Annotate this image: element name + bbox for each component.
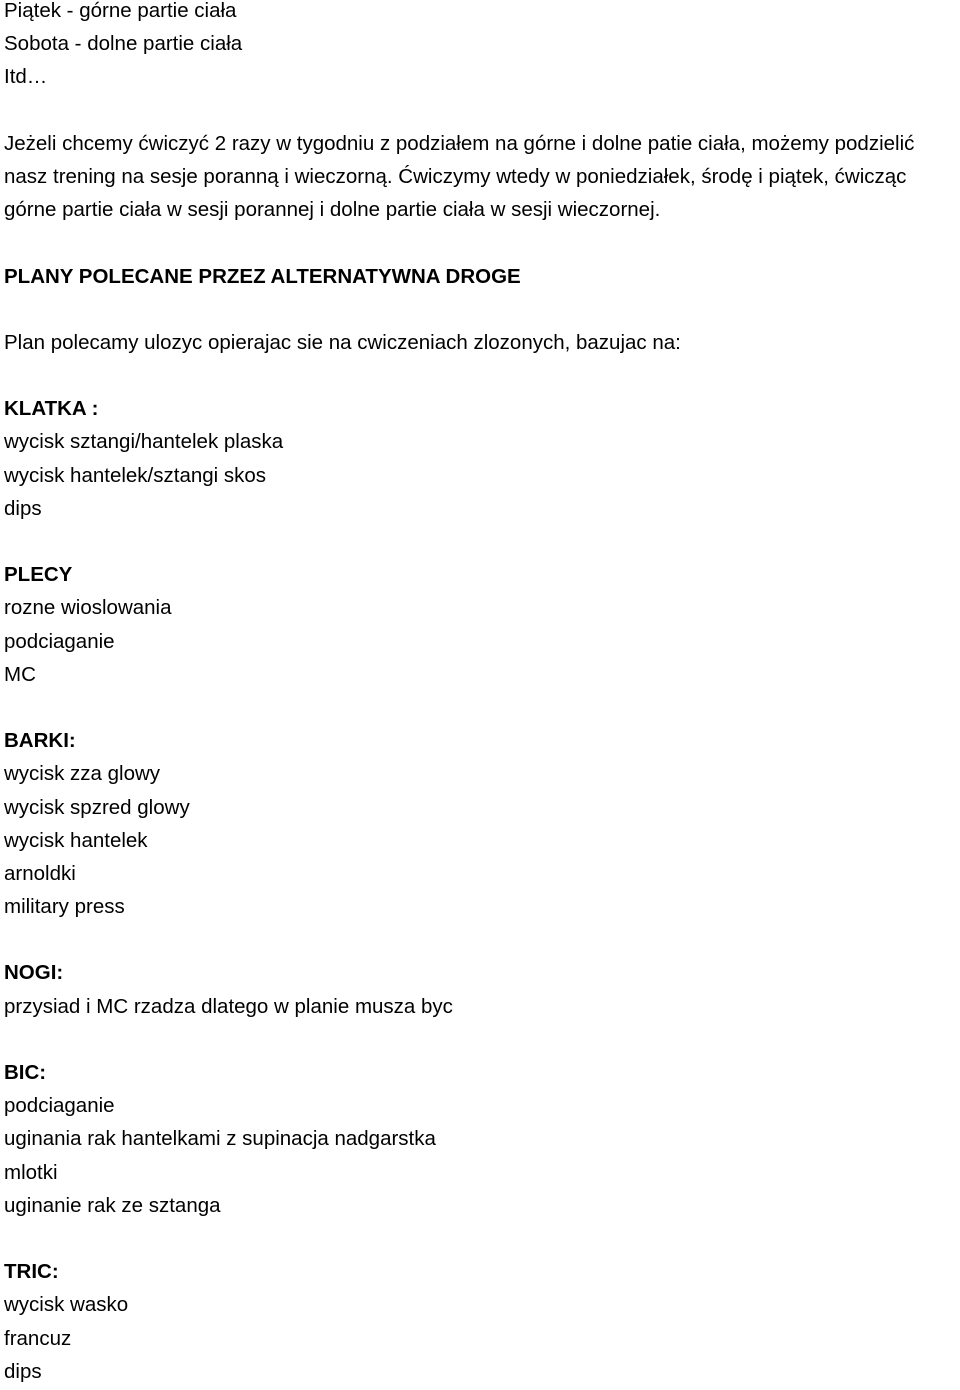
section-plecy: [4, 558, 956, 691]
section-item: arnoldki: [4, 861, 76, 885]
paragraph-line: nasz trening na sesje poranną i wieczorną. Ćwiczymy wtedy w poniedziałek, środę i piątek, ćwicząc: [4, 164, 907, 188]
intro-block: [4, 0, 956, 94]
intro-line: Piątek - górne partie ciała: [4, 0, 237, 22]
spacer: [4, 1023, 956, 1056]
section-title: NOGI:: [4, 961, 64, 985]
section-item: przysiad i MC rzadza dlatego w planie musza byc: [4, 994, 453, 1018]
section-item: wycisk zza glowy: [4, 762, 161, 786]
section-klatka: [4, 392, 956, 525]
section-item: rozne wioslowania: [4, 596, 172, 620]
section-item: uginania rak hantelkami z supinacja nadgarstka: [4, 1127, 436, 1151]
section-item: podciaganie: [4, 629, 115, 653]
section-item: wycisk wasko: [4, 1293, 129, 1317]
document-page: [4, 0, 956, 1388]
intro-line: Sobota - dolne partie ciała: [4, 32, 243, 56]
spacer: [4, 525, 956, 558]
section-item: military press: [4, 895, 125, 919]
section-item: dips: [4, 496, 42, 520]
section-item: MC: [4, 662, 36, 686]
section-item: francuz: [4, 1326, 72, 1350]
spacer: [4, 226, 956, 259]
paragraph-line: Jeżeli chcemy ćwiczyć 2 razy w tygodniu z podziałem na górne i dolne patie ciała, możemy podzielić: [4, 131, 915, 155]
section-barki: [4, 724, 956, 923]
spacer: [4, 359, 956, 392]
section-item: wycisk hantelek: [4, 828, 148, 852]
intro-line: Itd…: [4, 65, 48, 89]
spacer: [4, 293, 956, 326]
section-title: KLATKA :: [4, 397, 99, 421]
section-tric: [4, 1255, 956, 1388]
section-item: podciaganie: [4, 1094, 115, 1118]
section-title: BIC:: [4, 1061, 47, 1084]
spacer: [4, 691, 956, 724]
section-title: TRIC:: [4, 1260, 59, 1284]
paragraph-line: górne partie ciała w sesji porannej i dolne partie ciała w sesji wieczornej.: [4, 198, 661, 222]
section-title: BARKI:: [4, 729, 76, 753]
spacer: [4, 94, 956, 127]
section-item: mlotki: [4, 1160, 58, 1184]
paragraph-block: [4, 127, 956, 227]
section-nogi: [4, 956, 956, 1022]
spacer: [4, 923, 956, 956]
section-title: PLECY: [4, 563, 73, 587]
section-item: wycisk spzred glowy: [4, 795, 190, 819]
plans-intro: Plan polecamy ulozyc opierajac sie na cwiczeniach zlozonych, bazujac na:: [4, 330, 681, 354]
spacer: [4, 1222, 956, 1255]
section-bic: [4, 1056, 956, 1222]
section-item: uginanie rak ze sztanga: [4, 1193, 221, 1217]
section-item: wycisk sztangi/hantelek plaska: [4, 430, 284, 454]
section-item: dips: [4, 1359, 42, 1383]
plans-heading: PLANY POLECANE PRZEZ ALTERNATYWNA DROGE: [4, 264, 521, 288]
section-item: wycisk hantelek/sztangi skos: [4, 463, 267, 487]
